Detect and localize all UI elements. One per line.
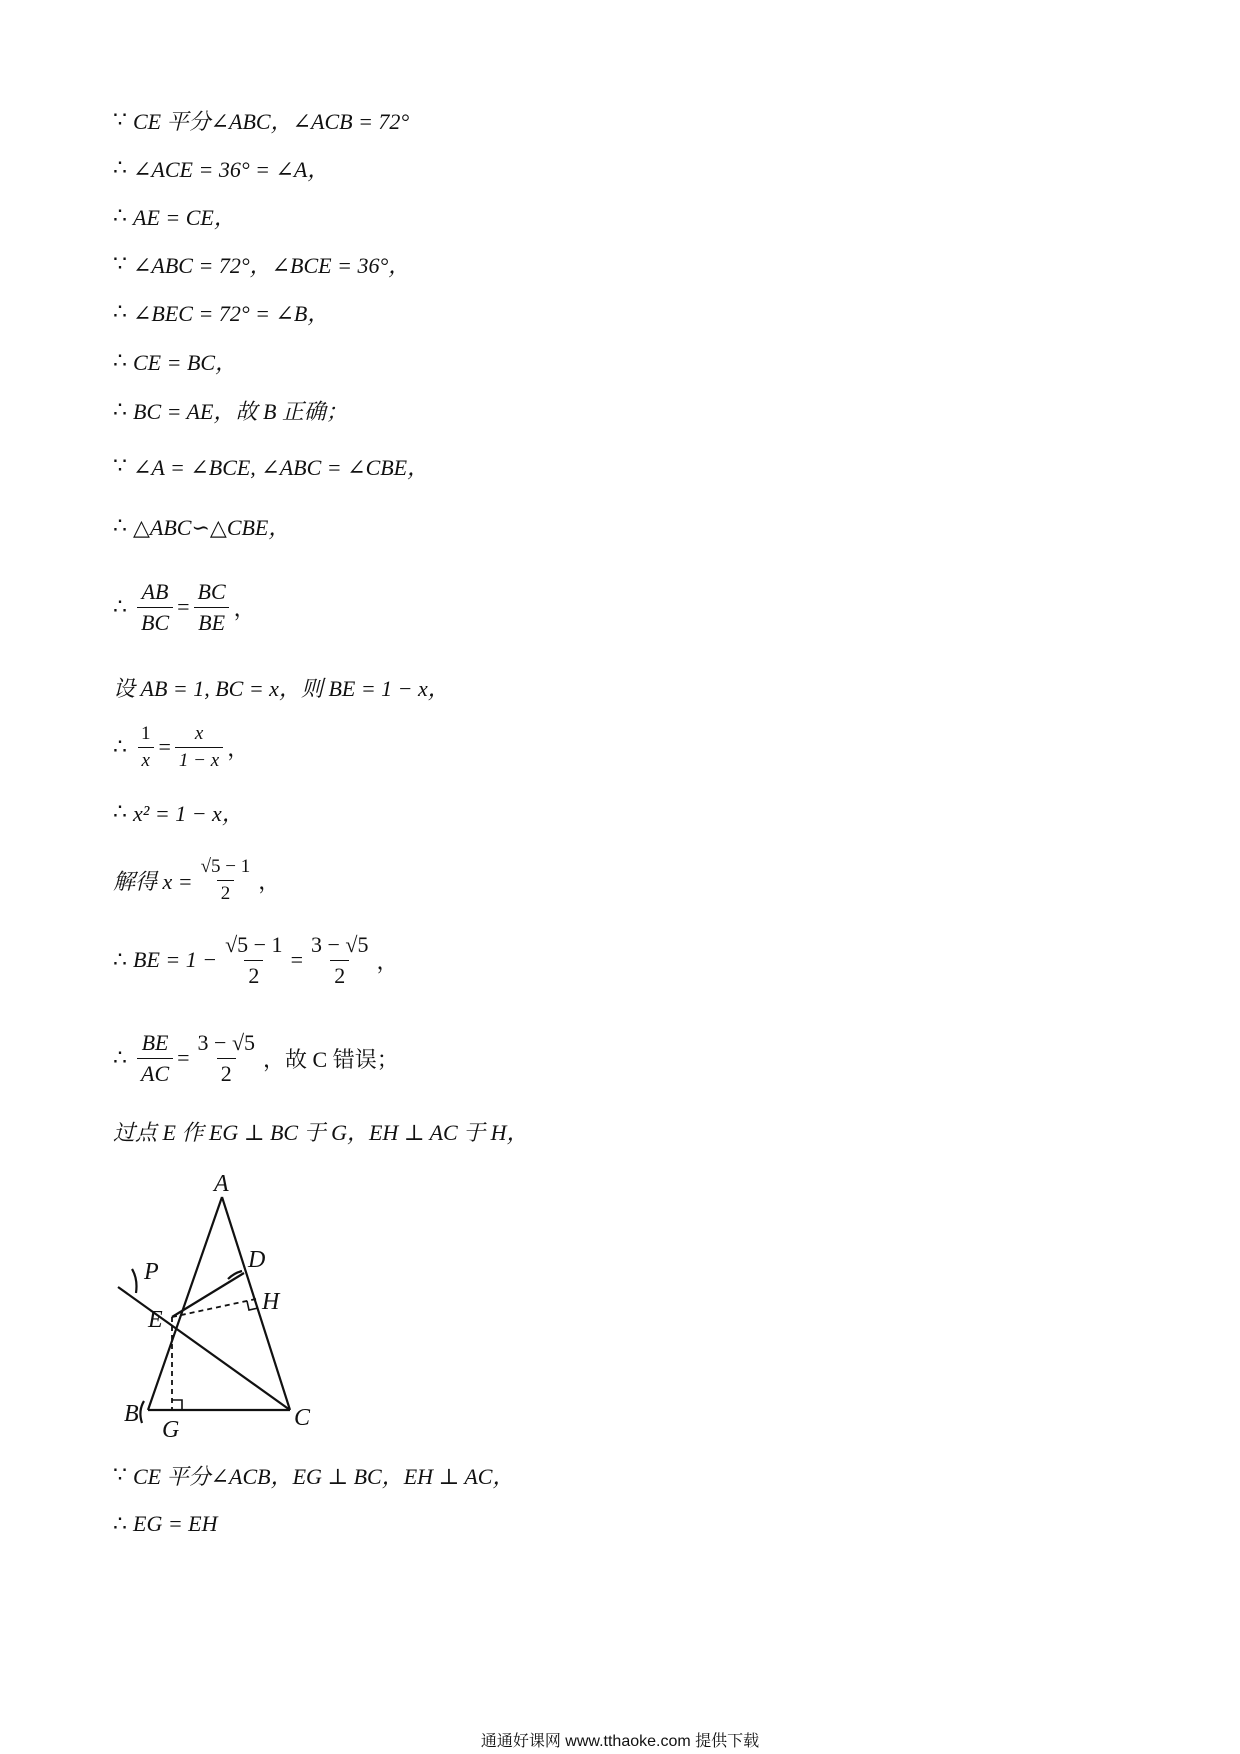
therefore-symbol: ∴ xyxy=(113,1045,127,1070)
proof-text: CE = BC， xyxy=(133,349,238,375)
proof-text: △ABC∽△CBE， xyxy=(133,514,291,540)
fraction-numerator: AB xyxy=(141,578,169,604)
proof-text: 设 AB = 1, BC = x，则 BE = 1 − x， xyxy=(113,675,450,701)
proof-line-10 xyxy=(113,572,256,642)
proof-line-8 xyxy=(113,446,429,486)
because-symbol: ∵ xyxy=(113,1462,127,1487)
proof-text: BE = 1 − xyxy=(133,947,218,972)
fraction-3-sqrt5-over-2 xyxy=(194,1030,259,1087)
segment-ed xyxy=(172,1273,244,1317)
proof-line-4 xyxy=(113,244,410,284)
fraction-numerator: 3 − √5 xyxy=(197,1029,256,1055)
arc-at-b xyxy=(140,1401,144,1423)
equals-sign: = xyxy=(177,594,190,619)
label-d: D xyxy=(248,1247,266,1273)
proof-text: CE 平分∠ABC，∠ACB = 72° xyxy=(133,108,410,134)
therefore-symbol: ∴ xyxy=(113,513,127,538)
therefore-symbol: ∴ xyxy=(113,299,127,324)
because-symbol: ∵ xyxy=(113,453,127,478)
fraction-numerator: 1 xyxy=(141,722,151,744)
punctuation: ， xyxy=(227,735,250,761)
proof-line-16 xyxy=(113,1023,399,1093)
fraction-be-ac xyxy=(137,1030,173,1087)
fraction-numerator: BC xyxy=(197,578,226,604)
fraction-denominator: x xyxy=(138,747,154,772)
proof-line-13 xyxy=(113,792,244,832)
therefore-symbol: ∴ xyxy=(113,155,127,180)
proof-line-9 xyxy=(113,506,290,546)
fraction-numerator: x xyxy=(194,722,204,744)
proof-line-19 xyxy=(113,1504,218,1544)
fraction-denominator: BC xyxy=(137,607,173,636)
therefore-symbol: ∴ xyxy=(113,1511,127,1536)
because-symbol: ∵ xyxy=(113,107,127,132)
fraction-ab-bc xyxy=(137,579,173,636)
proof-text: ，故 C 错误； xyxy=(263,1046,399,1072)
proof-line-17 xyxy=(113,1111,529,1151)
fraction-denominator: 2 xyxy=(244,960,263,989)
fraction-denominator: 2 xyxy=(330,960,349,989)
proof-line-6 xyxy=(113,341,237,381)
fraction-denominator: BE xyxy=(194,607,229,636)
fraction-denominator: 1 − x xyxy=(175,747,223,772)
right-angle-g xyxy=(172,1400,182,1410)
label-g: G xyxy=(162,1417,180,1443)
equals-sign: = xyxy=(177,1045,190,1070)
proof-line-1 xyxy=(113,100,409,140)
proof-line-14 xyxy=(113,848,280,912)
fraction-1-x xyxy=(137,723,155,772)
label-p: P xyxy=(144,1259,159,1285)
punctuation: ， xyxy=(376,948,399,974)
proof-text: EG = EH xyxy=(133,1511,218,1536)
side-ab xyxy=(148,1197,222,1410)
proof-text: x² = 1 − x， xyxy=(133,800,244,826)
label-b: B xyxy=(124,1401,139,1427)
equals-sign: = xyxy=(158,734,171,759)
fraction-solution-x xyxy=(197,856,255,905)
therefore-symbol: ∴ xyxy=(113,594,127,619)
therefore-symbol: ∴ xyxy=(113,348,127,373)
label-e: E xyxy=(148,1307,163,1333)
proof-text: 过点 E 作 EG ⊥ BC 于 G，EH ⊥ AC 于 H， xyxy=(113,1119,529,1145)
proof-text: BC = AE，故 B 正确； xyxy=(133,398,348,424)
proof-line-3 xyxy=(113,196,236,236)
therefore-symbol: ∴ xyxy=(113,734,127,759)
fraction-3-sqrt5-over-2 xyxy=(307,932,372,989)
fraction-bc-be xyxy=(194,579,230,636)
proof-text: ∠A = ∠BCE, ∠ABC = ∠CBE， xyxy=(133,454,430,480)
proof-line-15 xyxy=(113,925,398,995)
arc-at-p-1 xyxy=(132,1269,137,1293)
fraction-numerator: BE xyxy=(141,1029,169,1055)
therefore-symbol: ∴ xyxy=(113,397,127,422)
side-ac xyxy=(222,1197,290,1410)
fraction-denominator: 2 xyxy=(217,880,235,905)
fraction-numerator: √5 − 1 xyxy=(225,931,283,957)
proof-line-2 xyxy=(113,148,329,188)
fraction-denominator: AC xyxy=(137,1058,173,1087)
punctuation: ， xyxy=(233,595,256,621)
triangle-figure xyxy=(110,1155,350,1455)
proof-line-11 xyxy=(113,667,450,707)
label-a: A xyxy=(214,1171,229,1197)
because-symbol: ∵ xyxy=(113,251,127,276)
therefore-symbol: ∴ xyxy=(113,799,127,824)
fraction-numerator: 3 − √5 xyxy=(310,931,369,957)
proof-line-7 xyxy=(113,390,348,430)
fraction-sqrt5-1-over-2 xyxy=(221,932,286,989)
equals-sign: = xyxy=(290,947,303,972)
label-c: C xyxy=(294,1405,311,1431)
punctuation: ， xyxy=(258,868,281,894)
proof-text: AE = CE， xyxy=(133,204,236,230)
page-footer: 通通好课网 www.tthaoke.com 提供下载 xyxy=(480,1733,760,1750)
proof-line-12 xyxy=(113,717,249,777)
proof-line-5 xyxy=(113,292,329,332)
proof-text: ∠ACE = 36° = ∠A， xyxy=(133,156,330,182)
proof-line-18 xyxy=(113,1455,514,1495)
therefore-symbol: ∴ xyxy=(113,947,127,972)
proof-text: ∠BEC = 72° = ∠B， xyxy=(133,300,330,326)
fraction-x-1mx xyxy=(175,723,223,772)
fraction-numerator: √5 − 1 xyxy=(200,855,251,877)
label-h: H xyxy=(262,1289,280,1315)
proof-text: CE 平分∠ACB，EG ⊥ BC，EH ⊥ AC， xyxy=(133,1463,515,1489)
proof-text: 解得 x = xyxy=(113,868,193,894)
fraction-denominator: 2 xyxy=(217,1058,236,1087)
proof-text: ∠ABC = 72°，∠BCE = 36°， xyxy=(133,252,411,278)
therefore-symbol: ∴ xyxy=(113,203,127,228)
